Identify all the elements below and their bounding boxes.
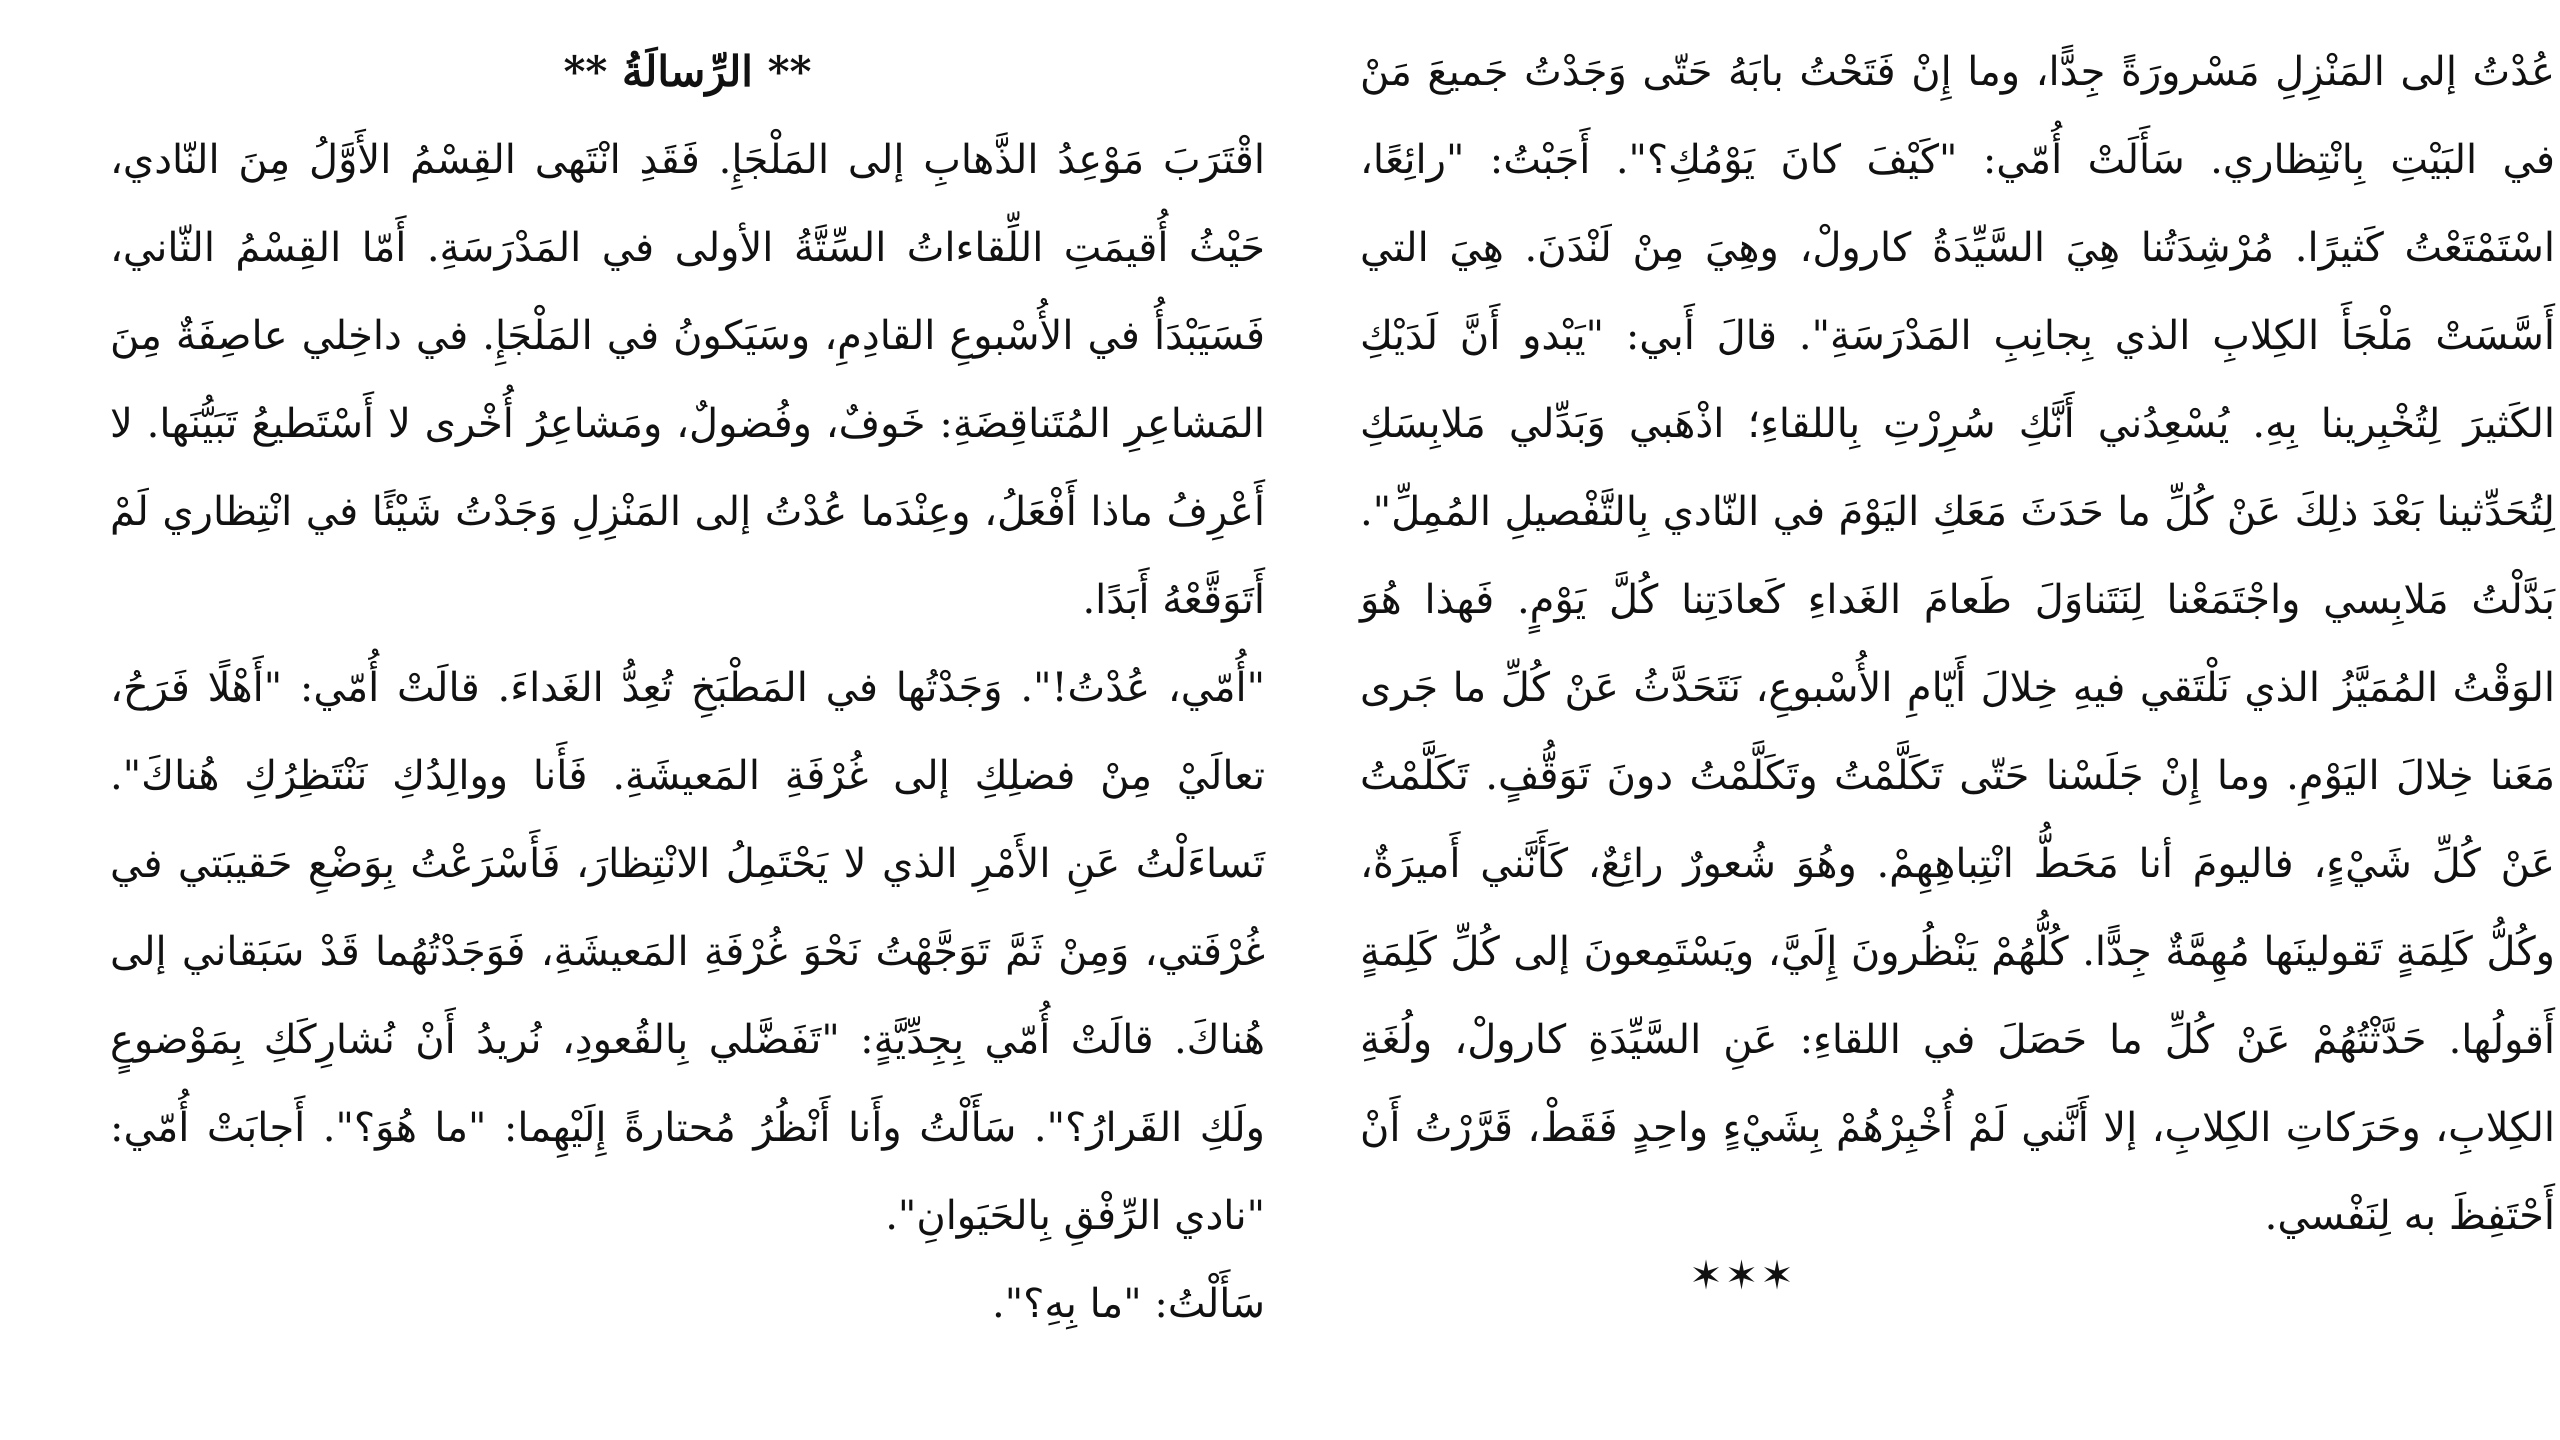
section-separator: ✶✶✶ <box>1689 1253 1796 1299</box>
left-paragraph-2: "أُمّي، عُدْتُ!". وَجَدْتُها في المَطْبَخِ تُعِدُّ الغَداءَ. قالَتْ أُمّي: "أَهْلًا فَرَحُ، تعالَيْ مِنْ فضلِكِ إلى غُرْفَةِ المَعيشَةِ. فَأَنا ووالِدُكِ نَنْتَظِرُكِ هُناكَ". تَساءَلْتُ عَنِ الأَمْرِ الذي لا يَحْتَمِلُ الانْتِظارَ، فَأَسْرَعْتُ بِوَضْعِ حَقيبَتي في غُرْفَتي، وَمِنْ ثَمَّ تَوَجَّهْتُ نَحْوَ غُرْفَةِ المَعيشَةِ، فَوَجَدْتُهُما قَدْ سَبَقاني إلى هُناكَ. قالَتْ أُمّي بِجِدِّيَّةٍ: "تَفَضَّلي بِالقُعودِ، نُريدُ أَنْ نُشارِكَكِ بِمَوْضوعٍ ولَكِ القَرارُ؟". سَأَلْتُ وأَنا أَنْظُرُ مُحتارةً إِلَيْهِما: "ما هُوَ؟". أَجابَتْ أُمّي: "نادي الرِّفْقِ بِالحَيَوانِ". <box>110 665 1265 1239</box>
section-title: ** الرِّسالَةُ ** <box>563 47 812 96</box>
right-column <box>1360 28 2555 1304</box>
left-paragraph-3: سَأَلْتُ: "ما بِهِ؟". <box>991 1281 1265 1327</box>
left-column <box>110 28 1265 1348</box>
left-paragraph-1: اقْتَرَبَ مَوْعِدُ الذَّهابِ إلى المَلْجَإِ. فَقَدِ انْتَهى القِسْمُ الأَوَّلُ مِنَ النّادي، حَيْثُ أُقيمَتِ اللِّقاءاتُ السِّتَّةُ الأولى في المَدْرَسَةِ. أَمّا القِسْمُ الثّاني، فَسَيَبْدَأُ في الأُسْبوعِ القادِمِ، وسَيَكونُ في المَلْجَإِ. في داخِلي عاصِفَةٌ مِنَ المَشاعِرِ المُتَناقِضَةِ: خَوفٌ، وفُضولٌ، ومَشاعِرُ أُخْرى لا أَسْتَطيعُ تَبَيُّنَها. لا أَعْرِفُ ماذا أَفْعَلُ، وعِنْدَما عُدْتُ إلى المَنْزِلِ وَجَدْتُ شَيْئًا في انْتِظاري لَمْ أَتَوَقَّعْهُ أَبَدًا. <box>110 137 1265 623</box>
right-paragraph-1: عُدْتُ إلى المَنْزِلِ مَسْرورَةً جِدًّا، وما إِنْ فَتَحْتُ بابَهُ حَتّى وَجَدْتُ جَميعَ مَنْ في البَيْتِ بِانْتِظاري. سَأَلَتْ أُمّي: "كَيْفَ كانَ يَوْمُكِ؟". أَجَبْتُ: "رائِعًا، اسْتَمْتَعْتُ كَثيرًا. مُرْشِدَتُنا هِيَ السَّيِّدَةُ كارولْ، وهِيَ مِنْ لَنْدَنَ. هِيَ التي أَسَّسَتْ مَلْجَأَ الكِلابِ الذي بِجانِبِ المَدْرَسَةِ". قالَ أَبي: "يَبْدو أَنَّ لَدَيْكِ الكَثيرَ لِتُخْبِرينا بِهِ. يُسْعِدُني أَنَّكِ سُرِرْتِ بِاللقاءِ؛ اذْهَبي وَبَدِّلي مَلابِسَكِ لِتُحَدِّثينا بَعْدَ ذلِكَ عَنْ كُلِّ ما حَدَثَ مَعَكِ اليَوْمَ في النّادي بِالتَّفْصيلِ المُمِلِّ". بَدَّلْتُ مَلابِسي واجْتَمَعْنا لِنَتَناوَلَ طَعامَ الغَداءِ كَعادَتِنا كُلَّ يَوْمٍ. فَهذا هُوَ الوَقْتُ المُمَيَّزُ الذي نَلْتَقي فيهِ خِلالَ أَيّامِ الأُسْبوعِ، نَتَحَدَّثُ عَنْ كُلِّ ما جَرى مَعَنا خِلالَ اليَوْمِ. وما إِنْ جَلَسْنا حَتّى تَكَلَّمْتُ وتَكَلَّمْتُ دونَ تَوَقُّفٍ. تَكَلَّمْتُ عَنْ كُلِّ شَيْءٍ، فاليومَ أنا مَحَطُّ انْتِباهِهِمْ. وهُوَ شُعورٌ رائِعٌ، كَأَنَّني أَميرَةٌ، وكُلُّ كَلِمَةٍ تَقولينَها مُهِمَّةٌ جِدًّا. كُلُّهُمْ يَنْظُرونَ إِلَيَّ، ويَسْتَمِعونَ إلى كُلِّ كَلِمَةٍ أَقولُها. حَدَّثْتُهُمْ عَنْ كُلِّ ما حَصَلَ في اللقاءِ: عَنِ السَّيِّدَةِ كارولْ، ولُغَةِ الكِلابِ، وحَرَكاتِ الكِلابِ، إلا أَنَّني لَمْ أُخْبِرْهُمْ بِشَيْءٍ واحِدٍ فَقَطْ، قَرَّرْتُ أَنْ أَحْتَفِظَ به لِنَفْسي. <box>1360 49 2555 1239</box>
